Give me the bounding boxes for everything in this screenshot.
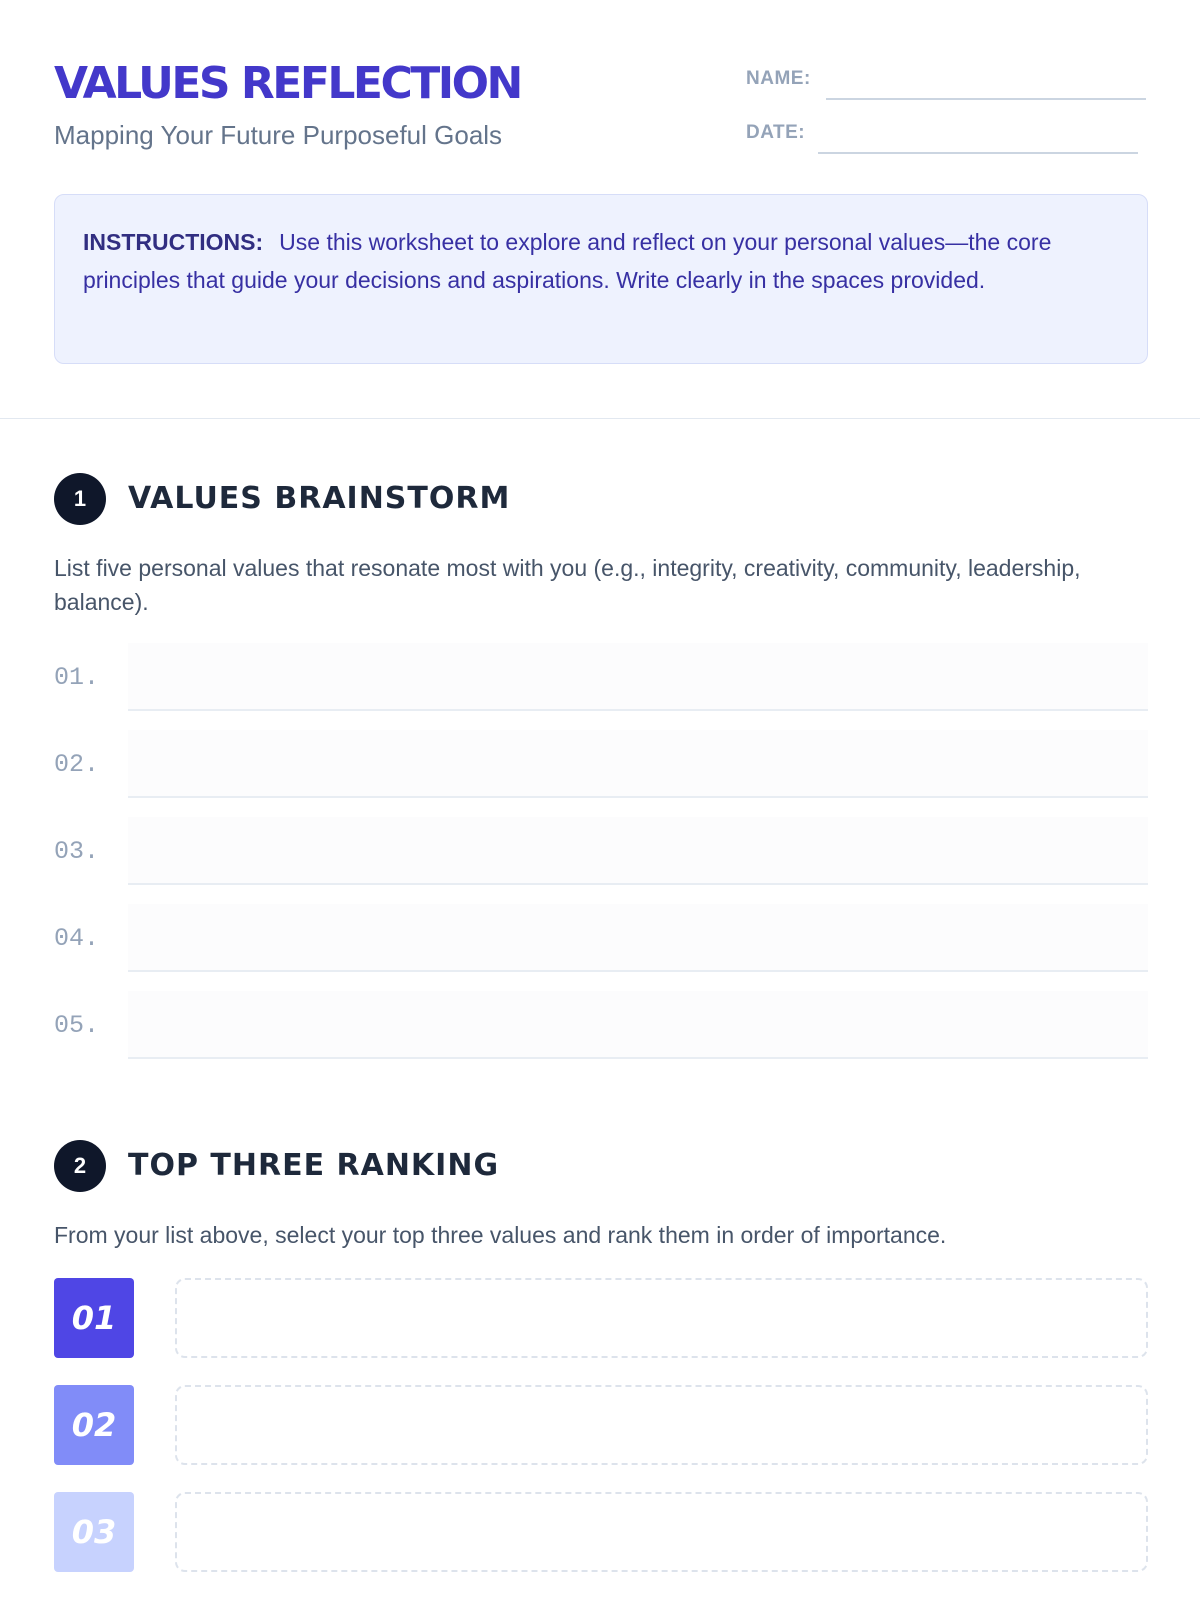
instructions-box xyxy=(54,194,1148,364)
section-title: TOP THREE RANKING xyxy=(128,1148,500,1183)
section-description: List five personal values that resonate most with you (e.g., integrity, creativity, community, leadership, balance). xyxy=(54,555,1081,615)
rank-entry-field[interactable] xyxy=(175,1492,1148,1572)
value-entry-field[interactable] xyxy=(128,730,1148,798)
rank-badge: 02 xyxy=(54,1385,134,1465)
brainstorm-list xyxy=(54,643,1148,1078)
list-item xyxy=(54,991,1148,1078)
section-description: From your list above, select your top three values and rank them in order of importance. xyxy=(54,1222,947,1248)
rank-badge: 03 xyxy=(54,1492,134,1572)
item-number: 05. xyxy=(54,1011,100,1040)
value-entry-field[interactable] xyxy=(128,643,1148,711)
list-item xyxy=(54,817,1148,904)
section-number-badge: 2 xyxy=(54,1140,106,1192)
value-entry-field[interactable] xyxy=(128,817,1148,885)
list-item xyxy=(54,904,1148,991)
item-number: 04. xyxy=(54,924,100,953)
date-field-row xyxy=(746,116,1148,166)
item-number: 01. xyxy=(54,663,100,692)
rank-item xyxy=(54,1278,1148,1385)
divider xyxy=(0,418,1200,419)
rank-entry-field[interactable] xyxy=(175,1278,1148,1358)
list-item xyxy=(54,730,1148,817)
rank-item xyxy=(54,1385,1148,1492)
instructions-lead: INSTRUCTIONS: xyxy=(83,229,264,255)
list-item xyxy=(54,643,1148,730)
section-top-three-header xyxy=(54,1140,1148,1192)
section-values-brainstorm-header xyxy=(54,473,1148,525)
value-entry-field[interactable] xyxy=(128,991,1148,1059)
date-line[interactable] xyxy=(818,152,1138,154)
rank-badge: 01 xyxy=(54,1278,134,1358)
name-label: NAME: xyxy=(746,68,811,89)
instructions-text: Use this worksheet to explore and reflect on your personal values—the core principles that guide your decisions and aspirations. Write clearly in the spaces provided. xyxy=(83,229,1052,293)
section-number-badge: 1 xyxy=(54,473,106,525)
value-entry-field[interactable] xyxy=(128,904,1148,972)
item-number: 03. xyxy=(54,837,100,866)
page-subtitle: Mapping Your Future Purposeful Goals xyxy=(54,120,503,150)
item-number: 02. xyxy=(54,750,100,779)
page-title: VALUES REFLECTION xyxy=(54,58,521,109)
rank-entry-field[interactable] xyxy=(175,1385,1148,1465)
name-line[interactable] xyxy=(826,98,1146,100)
name-field-row xyxy=(746,62,1148,112)
date-label: DATE: xyxy=(746,122,806,143)
rank-list xyxy=(54,1278,1148,1599)
section-title: VALUES BRAINSTORM xyxy=(128,481,511,516)
rank-item xyxy=(54,1492,1148,1599)
worksheet-header xyxy=(54,52,1148,162)
